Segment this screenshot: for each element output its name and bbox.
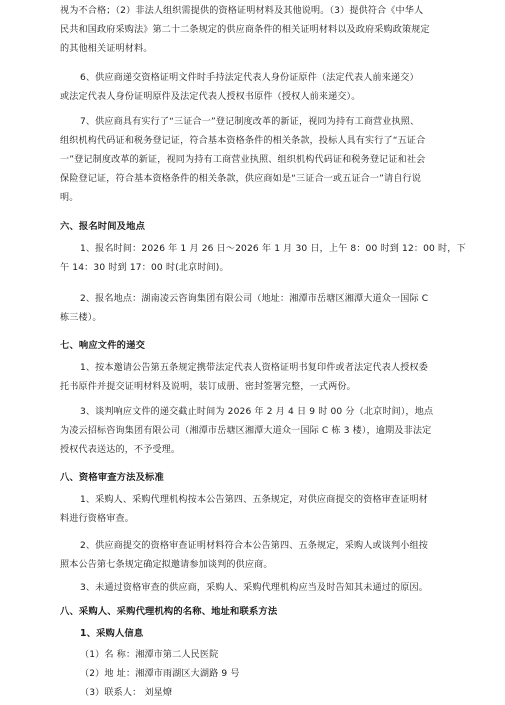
text-line: 明。 [60,193,79,203]
text-line: 2、供应商提交的资格审查证明材料符合本公告第四、五条规定，采购人或谈判小组按 [80,541,428,551]
text-line: 授权代表送达的，不予受理。 [60,445,181,455]
text-line: 的其他相关证明材料。 [60,44,153,54]
text-line: 民共和国政府采购法》第二十二条规定的供应商条件的相关证明材料以及政府采购政策规定 [60,25,430,35]
text-line: 照本公告第七条规定确定拟邀请参加谈判的供应商。 [60,560,273,570]
text-line: 托书原件并提交证明材料及说明，装订成册、密封签署完整，一式两份。 [60,382,356,392]
text-line: （2）地 址：湘潭市雨湖区大湖路 9 号 [80,669,240,679]
text-line: 视为不合格；（2）非法人组织需提供的资格证明材料及其他说明。（3）提供符合《中华人 [60,6,424,16]
text-line: 1、采购人、采购代理机构按本公告第四、五条规定，对供应商提交的资格审查证明材 [80,495,428,505]
text-line: 料进行资格审查。 [60,514,134,524]
section-heading: 八、资格审查方法及标准 [60,472,164,483]
text-line: 保险登记证，符合基本资格条件的相关条款，供应商如是“三证合一或五证合一”请自行说 [60,174,421,184]
section-heading: 六、报名时间及地点 [60,221,146,232]
text-line: 3、未通过资格审查的供应商，采购人、采购代理机构应当及时告知其未通过的原因。 [80,583,428,593]
text-line: 2、报名地点：湖南凌云咨询集团有限公司（地址：湘潭市岳塘区湘潭大道众一国际 C [80,294,429,304]
text-line: 1、报名时间：2026 年 1 月 26 日～2026 年 1 月 30 日，上午 8：00 时到 12：00 时，下 [80,244,466,254]
section-heading: 七、响应文件的递交 [60,340,146,351]
text-line: （3）联系人： 刘星燎 [80,688,173,698]
text-line: 或法定代表人身份证明原件及法定代表人授权书原件（授权人前来递交）。 [60,92,361,102]
text-line: 3、谈判响应文件的递交截止时间为 2026 年 2 月 4 日 9 时 00 分（北京时间），地点 [80,407,434,417]
text-line: （1）名 称：湘潭市第二人民医院 [80,650,219,660]
section-heading: 1、采购人信息 [80,628,144,639]
text-line: 午 14：30 时到 17：00 时(北京时间)。 [60,263,229,273]
text-line: 7、供应商具有实行了“三证合一”登记制度改革的新证，视同为持有工商营业执照、 [80,117,420,127]
text-line: 为凌云招标咨询集团有限公司（湘潭市岳塘区湘潭大道众一国际 C 栋 3 楼），逾期及非法定 [60,426,432,436]
text-line: 组织机构代码证和税务登记证，符合基本资格条件的相关条款，投标人具有实行了“五证合 [60,136,426,146]
section-heading: 八、采购人、采购代理机构的名称、地址和联系方法 [60,606,278,617]
text-line: 一”登记制度改革的新证，视同为持有工商营业执照、组织机构代码证和税务登记证和社会 [60,155,426,165]
text-line: 1、按本邀请公告第五条规定携带法定代表人资格证明书复印件或者法定代表人授权委 [80,363,428,373]
text-line: 栋三楼）。 [60,313,102,323]
text-line: 6、供应商递交资格证明文件时手持法定代表人身份证原件（法定代表人前来递交） [80,73,419,83]
